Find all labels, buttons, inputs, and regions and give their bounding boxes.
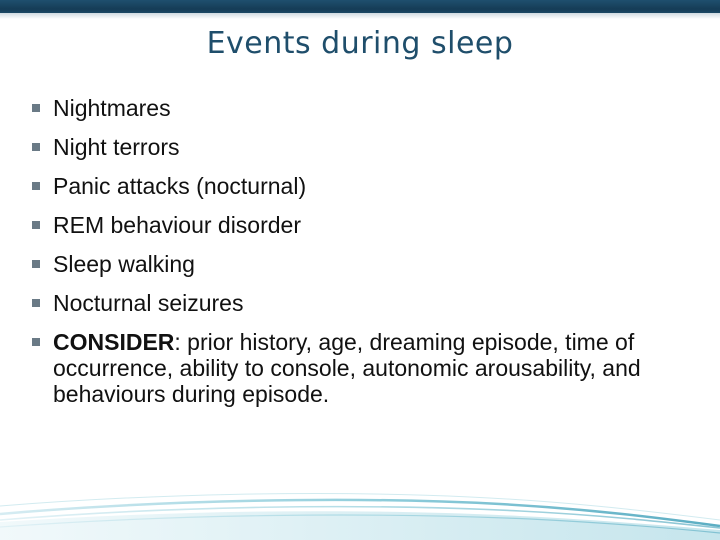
bullet-text: Panic attacks (nocturnal): [53, 173, 307, 199]
bullet-item-consider: [32, 329, 692, 407]
square-bullet-icon: [32, 299, 40, 307]
top-header-bar: [0, 0, 720, 13]
square-bullet-icon: [32, 221, 40, 229]
decorative-swoosh: [0, 470, 720, 540]
top-bar-shadow: [0, 13, 720, 19]
square-bullet-icon: [32, 182, 40, 190]
bullet-text: Night terrors: [53, 134, 180, 160]
square-bullet-icon: [32, 260, 40, 268]
bullet-item: [32, 95, 692, 121]
bullet-item: [32, 173, 692, 199]
bullet-item: [32, 251, 692, 277]
bullet-item: [32, 212, 692, 238]
slide-title: Events during sleep: [206, 26, 514, 61]
bullet-item: [32, 290, 692, 316]
bullet-text: Sleep walking: [53, 251, 195, 277]
bullet-text: Nocturnal seizures: [53, 290, 244, 316]
square-bullet-icon: [32, 143, 40, 151]
bullet-text: Nightmares: [53, 95, 171, 121]
bullet-list: [32, 95, 692, 420]
square-bullet-icon: [32, 104, 40, 112]
consider-label: CONSIDER: [53, 329, 175, 355]
bullet-text: REM behaviour disorder: [53, 212, 302, 238]
consider-text: : prior history, age, dreaming episode, time of occurrence, ability to console, autonomic arousability, and behaviours during episode.: [53, 329, 641, 407]
bullet-item: [32, 134, 692, 160]
square-bullet-icon: [32, 338, 40, 346]
